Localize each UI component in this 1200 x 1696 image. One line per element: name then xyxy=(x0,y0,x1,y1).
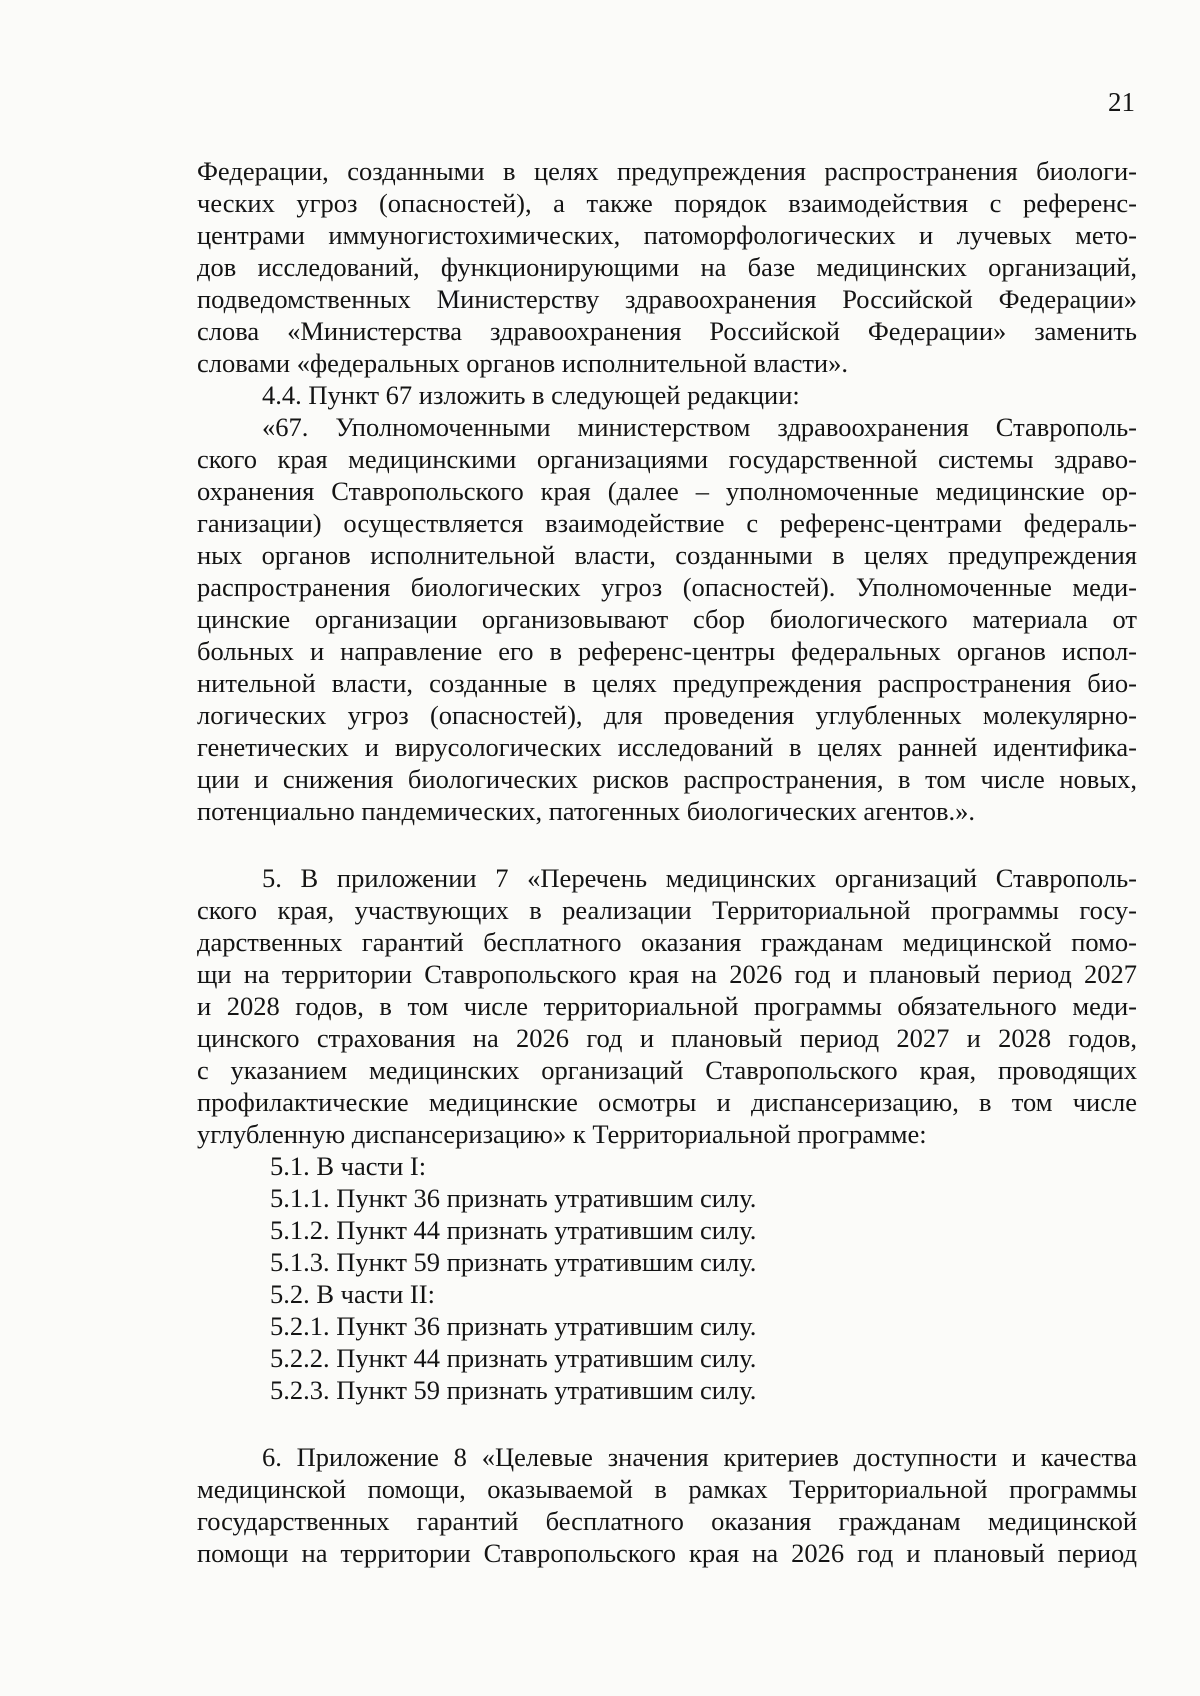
text-line: распространения биологических угроз (опасностей). Уполномоченные меди- xyxy=(197,572,1137,602)
text-line: логических угроз (опасностей), для проведения углубленных молекулярно- xyxy=(197,700,1137,730)
text-line: медицинской помощи, оказываемой в рамках Территориальной программы xyxy=(197,1474,1137,1504)
text-line: 6. Приложение 8 «Целевые значения критериев доступности и качества xyxy=(262,1442,1137,1472)
text-line: ганизации) осуществляется взаимодействие с референс-центрами федераль- xyxy=(197,508,1137,538)
page-number: 21 xyxy=(1108,87,1135,117)
text-line: дарственных гарантий бесплатного оказания гражданам медицинской помо- xyxy=(197,927,1137,957)
text-line: словами «федеральных органов исполнительной власти». xyxy=(197,348,848,378)
text-line: слова «Министерства здравоохранения Российской Федерации» заменить xyxy=(197,316,1137,346)
text-line: щи на территории Ставропольского края на 2026 год и плановый период 2027 xyxy=(197,959,1137,989)
text-line: больных и направление его в референс-центры федеральных органов испол- xyxy=(197,636,1137,666)
clause-item: 5.2.1. Пункт 36 признать утратившим силу. xyxy=(270,1311,757,1341)
text-line: цинского страхования на 2026 год и плановый период 2027 и 2028 годов, xyxy=(197,1023,1137,1053)
text-line: потенциально пандемических, патогенных биологических агентов.». xyxy=(197,796,976,826)
text-line: ского края, участвующих в реализации Территориальной программы госу- xyxy=(197,895,1137,925)
clause-item: 5.1.2. Пункт 44 признать утратившим силу. xyxy=(270,1215,757,1245)
clause-item: 5.2. В части II: xyxy=(270,1279,435,1309)
text-line: «67. Уполномоченными министерством здравоохранения Ставрополь- xyxy=(262,412,1137,442)
text-line: дов исследований, функционирующими на базе медицинских организаций, xyxy=(197,252,1137,282)
text-line: нительной власти, созданные в целях предупреждения распространения био- xyxy=(197,668,1137,698)
text-line: цинские организации организовывают сбор биологического материала от xyxy=(197,604,1137,634)
text-line: и 2028 годов, в том числе территориальной программы обязательного меди- xyxy=(197,991,1137,1021)
clause-item: 5.1.3. Пункт 59 признать утратившим силу. xyxy=(270,1247,757,1277)
text-line: углубленную диспансеризацию» к Территориальной программе: xyxy=(197,1119,927,1149)
text-line: Федерации, созданными в целях предупреждения распространения биологи- xyxy=(197,156,1137,186)
text-line: профилактические медицинские осмотры и диспансеризацию, в том числе xyxy=(197,1087,1137,1117)
text-line: ческих угроз (опасностей), а также порядок взаимодействия с референс- xyxy=(197,188,1137,218)
clause-item: 5.1. В части I: xyxy=(270,1151,427,1181)
clause-item: 5.1.1. Пункт 36 признать утратившим силу. xyxy=(270,1183,757,1213)
text-line: подведомственных Министерству здравоохранения Российской Федерации» xyxy=(197,284,1137,314)
text-line: ных органов исполнительной власти, созданными в целях предупреждения xyxy=(197,540,1137,570)
clause-item: 5.2.2. Пункт 44 признать утратившим силу. xyxy=(270,1343,757,1373)
text-line: ции и снижения биологических рисков распространения, в том числе новых, xyxy=(197,764,1137,794)
clause-4-4: 4.4. Пункт 67 изложить в следующей редакции: xyxy=(262,380,800,410)
text-line: помощи на территории Ставропольского края на 2026 год и плановый период xyxy=(197,1538,1137,1568)
text-line: генетических и вирусологических исследований в целях ранней идентифика- xyxy=(197,732,1137,762)
text-line: ского края медицинскими организациями государственной системы здраво- xyxy=(197,444,1137,474)
text-line: государственных гарантий бесплатного оказания гражданам медицинской xyxy=(197,1506,1137,1536)
text-line: центрами иммуногистохимических, патоморфологических и лучевых мето- xyxy=(197,220,1137,250)
text-line: охранения Ставропольского края (далее – уполномоченные медицинские ор- xyxy=(197,476,1137,506)
text-line: с указанием медицинских организаций Ставропольского края, проводящих xyxy=(197,1055,1137,1085)
text-line: 5. В приложении 7 «Перечень медицинских организаций Ставрополь- xyxy=(262,863,1137,893)
clause-item: 5.2.3. Пункт 59 признать утратившим силу. xyxy=(270,1375,757,1405)
